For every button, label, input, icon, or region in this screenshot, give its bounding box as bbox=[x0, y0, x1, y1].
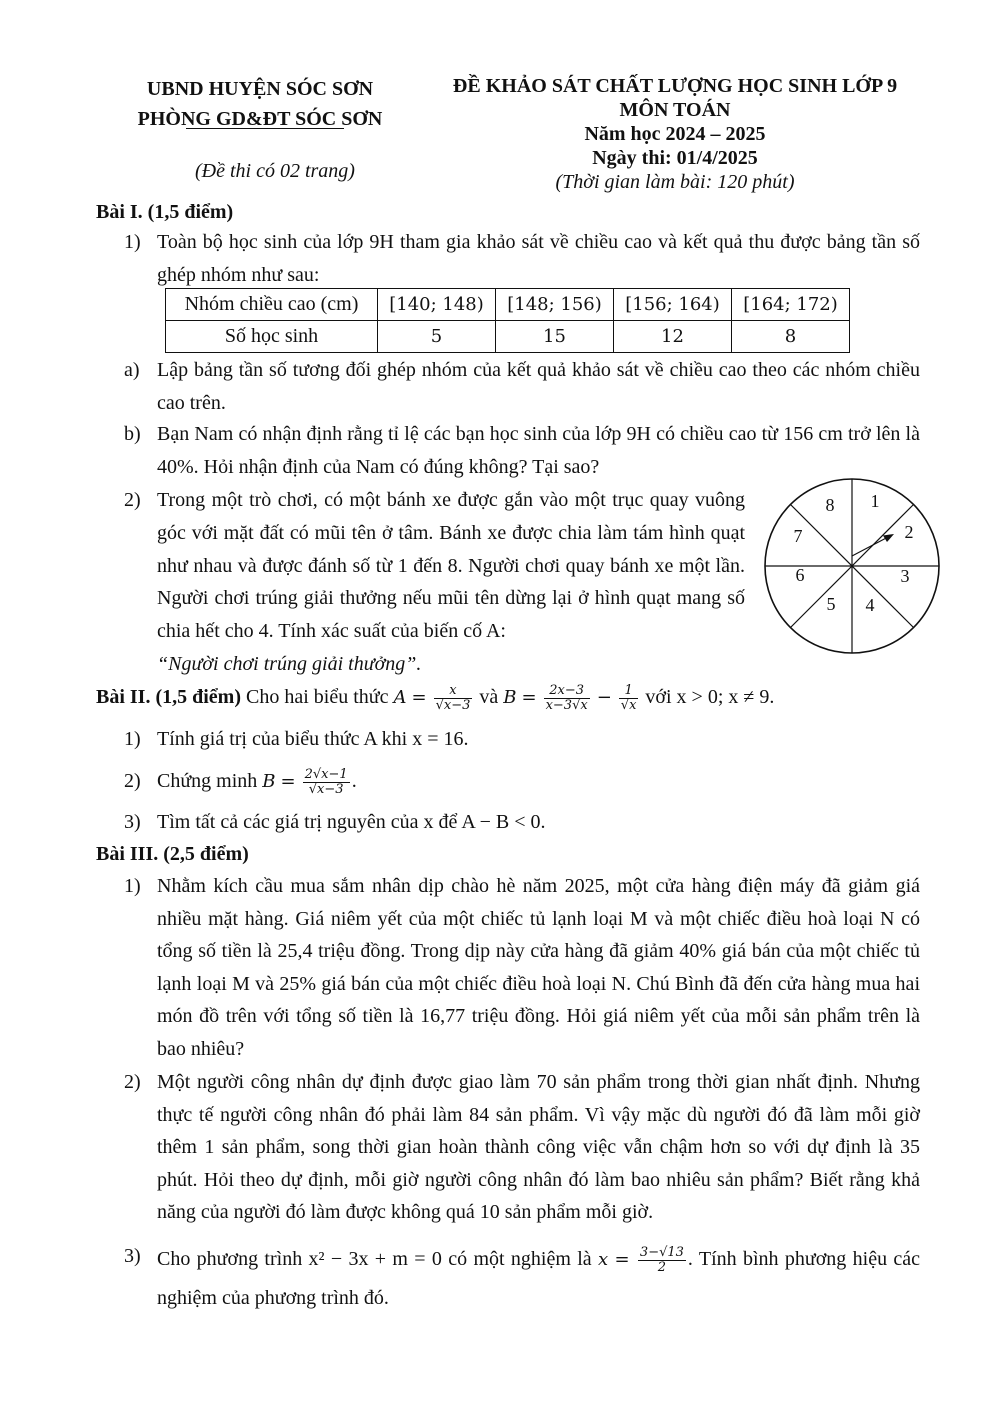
wheel-number: 7 bbox=[793, 526, 803, 546]
district-name: UBND HUYỆN SÓC SƠN bbox=[146, 78, 374, 100]
q1-b-text: Bạn Nam có nhận định rằng tỉ lệ các bạn học sinh của lớp 9H có chiều cao từ 156 cm trở lên là 40%. Hỏi nhận định của Nam có đúng không? Tại sao? bbox=[157, 423, 920, 478]
table-cell: 8 bbox=[732, 321, 850, 353]
q3-2-text: Một người công nhân dự định được giao làm 70 sản phẩm trong thời gian nhất định. Nhưng thực tế người công nhân đó phải làm 84 sản phẩm. Vì vậy mặc dù người đó đã làm mỗi giờ thêm 1 sản phẩm, song thời gian hoàn thành công việc vẫn chậm hơn so với dự định là 35 phút. Hỏi theo dự định, mỗi giờ người công nhân đó làm bao nhiêu sản phẩm? Biết rằng khả năng của người đó làm được không quá 10 sản phẩm mỗi giờ. bbox=[157, 1071, 920, 1223]
wheel-dividers bbox=[765, 479, 939, 653]
root-expression: $\frac{3-√13}{2}$ bbox=[639, 1244, 684, 1275]
wheel-number: 6 bbox=[795, 565, 805, 585]
wheel-number: 4 bbox=[865, 595, 875, 615]
wheel-number: 2 bbox=[904, 522, 914, 542]
q3-2-number: 2) bbox=[124, 1071, 141, 1093]
header-left bbox=[110, 74, 410, 134]
exam-title: ĐỀ KHẢO SÁT CHẤT LƯỢNG HỌC SINH LỚP 9 bbox=[452, 75, 898, 97]
q1-1-text: Toàn bộ học sinh của lớp 9H tham gia khảo sát về chiều cao và kết quả thu được bảng tần số ghép nhóm như sau: bbox=[157, 231, 920, 286]
section-1-title: Bài I. (1,5 điểm) bbox=[96, 201, 234, 223]
table-cell: 12 bbox=[614, 321, 732, 353]
q2-3-number: 3) bbox=[124, 811, 141, 833]
q3-1-text: Nhằm kích cầu mua sắm nhân dịp chào hè năm 2025, một cửa hàng điện máy đã giảm giá nhiều mặt hàng. Giá niêm yết của một chiếc tủ lạnh loại M và một chiếc điều hoà loại N có tổng số tiền là 25,4 triệu đồng. Trong dịp này cửa hàng đã giảm 40% giá bán của một chiếc tủ lạnh loại M và 25% giá bán của một chiếc điều hoà loại N. Chú Bình đã đến cửa hàng mua hai món đồ trên với tổng số tiền là 16,77 triệu đồng. Hỏi giá niêm yết của mỗi sản phẩm trên là bao nhiêu? bbox=[157, 875, 920, 1060]
event-a: “Người chơi trúng giải thưởng”. bbox=[157, 652, 422, 675]
section-3-title: Bài III. (2,5 điểm) bbox=[96, 843, 249, 865]
q1-2-number: 2) bbox=[124, 489, 141, 511]
table-row bbox=[166, 321, 850, 353]
section-2-title: Bài II. (1,5 điểm) bbox=[96, 686, 241, 708]
q1-a-text: Lập bảng tần số tương đối ghép nhóm của kết quả khảo sát về chiều cao theo các nhóm chiều cao trên. bbox=[157, 359, 920, 414]
subject: MÔN TOÁN bbox=[619, 99, 731, 121]
school-year: Năm học 2024 – 2025 bbox=[584, 123, 766, 145]
header-right bbox=[430, 74, 920, 194]
q1-b-number: b) bbox=[124, 423, 141, 445]
q3-3-text-b: . Tính bình phương hiệu các nghiệm của phương trình đó. bbox=[157, 1248, 921, 1309]
q3-3-number: 3) bbox=[124, 1245, 141, 1267]
q1-1-number: 1) bbox=[124, 231, 141, 253]
q1-a-number: a) bbox=[124, 359, 140, 381]
q2-3-text: Tìm tất cả các giá trị nguyên của x để A − B < 0. bbox=[157, 811, 546, 833]
wheel-number: 8 bbox=[825, 495, 835, 515]
table-cell: Nhóm chiều cao (cm) bbox=[166, 289, 378, 321]
department-name: PHÒNG GD&ĐT SÓC SƠN bbox=[137, 108, 383, 130]
q3-1-number: 1) bbox=[124, 875, 141, 897]
q2-2-line: Chứng minh B = $\frac{2√x-1}{√x-3}$ . bbox=[157, 766, 357, 797]
q2-2-text: Chứng minh bbox=[157, 770, 258, 792]
expr-b-part2: $\frac{1}{√x}$ bbox=[620, 682, 637, 713]
header-left-underline bbox=[186, 128, 344, 129]
expr-a: $\frac{x}{√x-3}$ bbox=[435, 682, 471, 713]
table-cell: Số học sinh bbox=[166, 321, 378, 353]
wheel-number: 3 bbox=[900, 566, 910, 586]
section-2-intro: Cho hai biểu thức bbox=[246, 686, 389, 708]
q3-3-text-a: Cho phương trình x² − 3x + m = 0 có một nghiệm là bbox=[157, 1248, 592, 1270]
section-2-condition: với x > 0; x ≠ 9. bbox=[645, 686, 775, 708]
q1-2-text: Trong một trò chơi, có một bánh xe được gắn vào một trục quay vuông góc với mặt đất có mũi tên ở tâm. Bánh xe được chia làm tám hình quạt như nhau và được đánh số từ 1 đến 8. Người chơi quay bánh xe một lần. Người chơi trúng giải thưởng nếu mũi tên dừng lại ở hình quạt mang số chia hết cho 4. Tính xác suất của biến cố A: “Người chơi trúng giải thưởng”. bbox=[157, 489, 745, 675]
table-row bbox=[166, 289, 850, 321]
table-cell: [140; 148) bbox=[378, 289, 496, 321]
page-count-note: (Đề thi có 02 trang) bbox=[195, 160, 355, 182]
spinner-wheel-diagram bbox=[762, 476, 942, 656]
table-cell: [164; 172) bbox=[732, 289, 850, 321]
wheel-number: 5 bbox=[826, 594, 836, 614]
table-cell: [156; 164) bbox=[614, 289, 732, 321]
table-cell: 15 bbox=[496, 321, 614, 353]
time-limit: (Thời gian làm bài: 120 phút) bbox=[555, 171, 795, 193]
expr-b-simplified: $\frac{2√x-1}{√x-3}$ bbox=[304, 766, 348, 797]
q2-1-number: 1) bbox=[124, 728, 141, 750]
exam-date: Ngày thi: 01/4/2025 bbox=[592, 147, 758, 169]
q3-3-line: Cho phương trình x² − 3x + m = 0 có một nghiệm là x = $\frac{3-√13}{2}$ . Tính bình phương hiệu các nghiệm của phương trình đó. bbox=[157, 1244, 921, 1309]
table-cell: [148; 156) bbox=[496, 289, 614, 321]
frequency-table bbox=[165, 288, 850, 353]
wheel-number: 1 bbox=[870, 491, 880, 511]
section-2-line: Bài II. (1,5 điểm) Cho hai biểu thức A = $\frac{x}{√x-3}$ và B = $\frac{2x-3}{x-3√x}$ − $\frac{1}{√x}$ với x > 0; x ≠ 9. bbox=[96, 682, 775, 713]
q2-1-text: Tính giá trị của biểu thức A khi x = 16. bbox=[157, 728, 469, 750]
q2-2-number: 2) bbox=[124, 770, 141, 792]
table-cell: 5 bbox=[378, 321, 496, 353]
expr-b-part1: $\frac{2x-3}{x-3√x}$ bbox=[545, 682, 588, 713]
arrow-icon bbox=[852, 534, 894, 556]
